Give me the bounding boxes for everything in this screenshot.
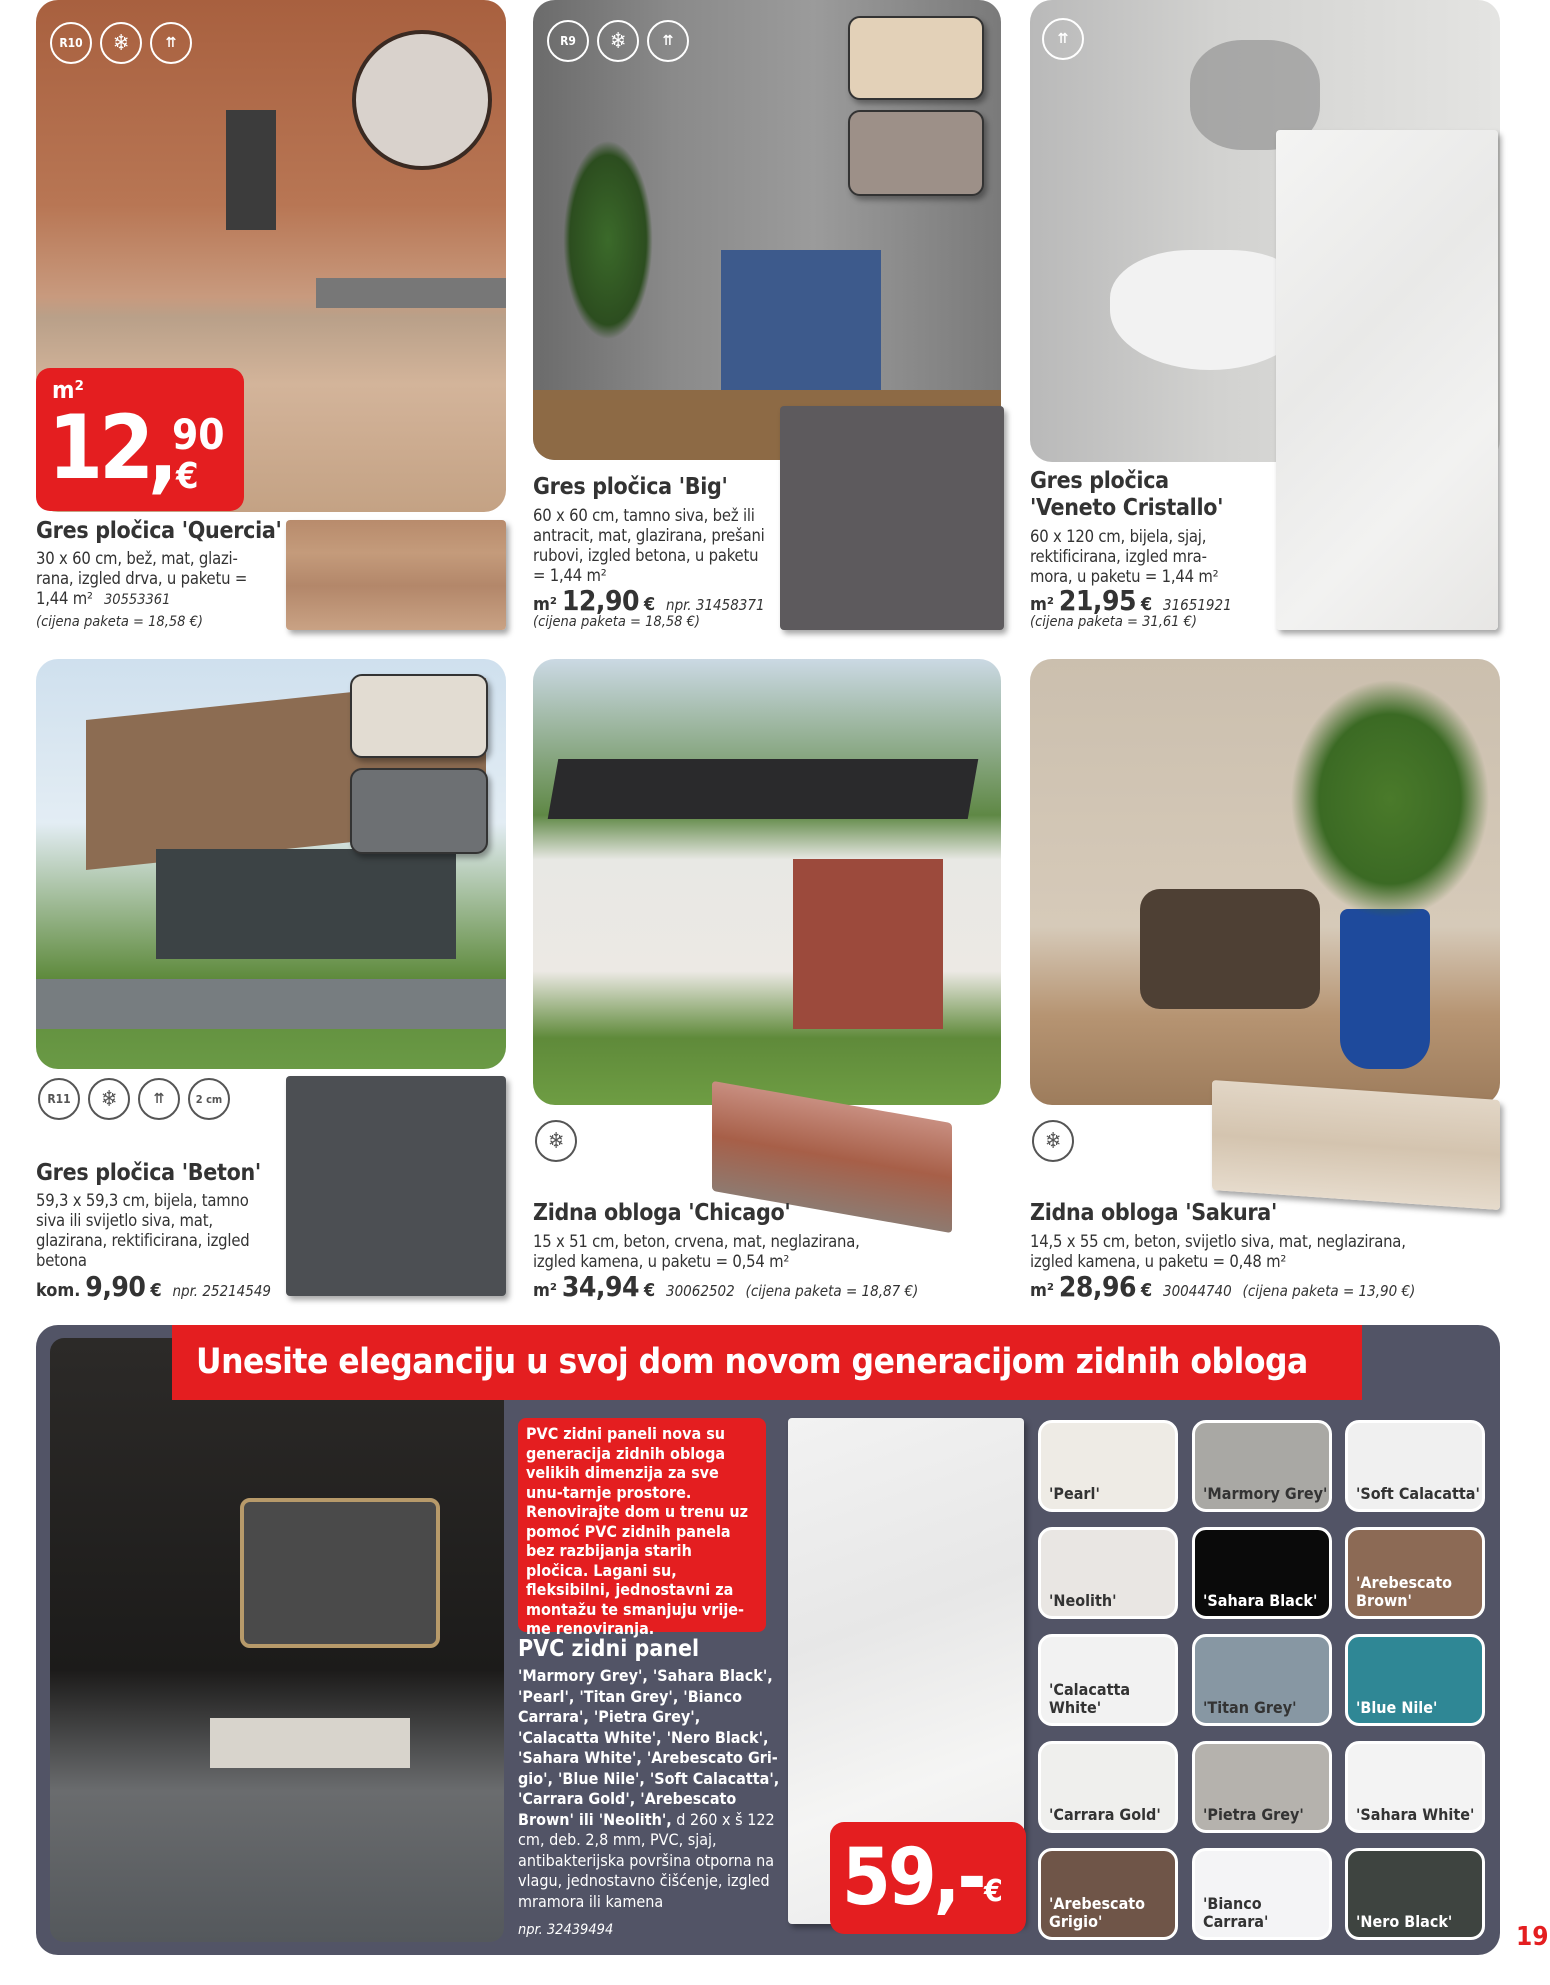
- price: 12,90: [561, 584, 640, 617]
- beton-grey-sample: [350, 768, 488, 854]
- big-icons: [547, 20, 689, 62]
- swatch-label: 'Titan Grey': [1203, 1698, 1297, 1717]
- swatch-label: 'Bianco Carrara': [1203, 1894, 1269, 1931]
- comma: ,: [148, 400, 179, 503]
- product-title: Zidna obloga 'Sakura': [1030, 1200, 1277, 1226]
- swatch-label: 'Arebescato Brown': [1356, 1573, 1453, 1610]
- swatch-label: 'Sahara White': [1356, 1805, 1475, 1824]
- swatch-option: [1038, 1527, 1178, 1619]
- quercia-price-badge: m² 12 , 90 €: [36, 368, 244, 511]
- product-description: 14,5 x 55 cm, beton, svijetlo siva, mat, neglazirana, izgled kamena, u paketu = 0,48 m²: [1030, 1232, 1406, 1271]
- article-number: npr. 32439494: [518, 1922, 614, 1938]
- price: 9,90: [85, 1270, 146, 1303]
- swatch-option: [1192, 1527, 1332, 1619]
- price: 34,94: [561, 1270, 640, 1303]
- article-number: npr. 25214549: [172, 1282, 271, 1300]
- big-dark-tile-sample: [780, 406, 1004, 630]
- pvc-title: PVC zidni panel: [518, 1636, 700, 1662]
- swatch-option: [1192, 1741, 1332, 1833]
- pvc-description: [518, 1666, 780, 1912]
- swatch-option: [1345, 1741, 1485, 1833]
- article-number: npr. 31458371: [666, 596, 765, 614]
- product-title: Gres pločica 'Big': [533, 474, 728, 500]
- pvc-variants: 'Marmory Grey', 'Sahara Black', 'Pearl', 'Titan Grey', 'Bianco Carrara', 'Pietra Grey', 'Calacatta White', 'Nero Black', 'Sahara White', 'Arebescato Gri-gio', 'Blue Nile', 'Soft Calacatta', 'Carrara Gold', 'Arebescato Brown' ili 'Neolith',: [518, 1666, 780, 1829]
- floor-heating-icon: ⇈: [138, 1078, 180, 1120]
- price-line: m² 28,96 € 30044740 (cijena paketa = 13,90 €): [1030, 1270, 1416, 1303]
- mirror: [240, 1498, 440, 1648]
- beton-light-sample: [350, 674, 488, 758]
- product-description: 59,3 x 59,3 cm, bijela, tamno siva ili svijetlo siva, mat, glazirana, rektificirana, izgled betona: [36, 1191, 250, 1270]
- package-price: (cijena paketa = 13,90 €): [1242, 1282, 1416, 1300]
- product-title: Gres pločica 'Quercia': [36, 518, 282, 544]
- product-description: 60 x 120 cm, bijela, sjaj, rektificirana, izgled mra-mora, u paketu = 1,44 m²: [1030, 527, 1219, 586]
- sakura-stone-sample: [1212, 1080, 1500, 1210]
- price-line: m² 34,94 € 30062502 (cijena paketa = 18,87 €): [533, 1270, 919, 1303]
- article-number: 30062502: [666, 1282, 735, 1300]
- snowflake-icon: ❄: [88, 1078, 130, 1120]
- article-number: 31651921: [1163, 596, 1232, 614]
- swatch-label: 'Arebescato Grigio': [1049, 1894, 1146, 1931]
- vanity: [210, 1718, 410, 1768]
- swatch-label: 'Marmory Grey': [1203, 1484, 1328, 1503]
- brick-wall: [793, 859, 943, 1029]
- product-description: 30 x 60 cm, bež, mat, glazi-rana, izgled drva, u paketu = 1,44 m²: [36, 549, 248, 608]
- chicago-photo: [533, 659, 1001, 1105]
- quercia-icons: [50, 22, 192, 64]
- plant: [563, 140, 653, 340]
- package-price: (cijena paketa = 18,58 €): [36, 614, 203, 630]
- swatch-label: 'Carrara Gold': [1049, 1805, 1161, 1824]
- swatch-option: [1192, 1848, 1332, 1940]
- roof: [548, 759, 979, 819]
- pvc-specs: d 260 x š 122 cm, deb. 2,8 mm, PVC, sjaj, antibakterijska površina otporna na vlagu, jednostavno čišćenje, izgled mramora ili kamena: [518, 1809, 775, 1911]
- pvc-price-badge: 59,- €: [830, 1822, 1026, 1934]
- pvc-intro-box: PVC zidni paneli nova su generacija zidnih obloga velikih dimenzija za sve unu-tarnje prostore. Renovirajte dom u trenu uz pomoć PVC zidnih panela bez razbijanja starih pločica. Lagani su, fleksibilni, jednostavni za montažu te smanjuju vrije-me renoviranja.: [518, 1418, 766, 1632]
- snowflake-icon: ❄: [100, 22, 142, 64]
- swatch-option: [1345, 1848, 1485, 1940]
- article-number: 30044740: [1163, 1282, 1232, 1300]
- swatch-label: 'Blue Nile': [1356, 1698, 1438, 1717]
- swatch-option: [1345, 1420, 1485, 1512]
- pvc-headline: Unesite eleganciju u svoj dom novom generacijom zidnih obloga: [172, 1325, 1362, 1400]
- swatch-option: [1038, 1741, 1178, 1833]
- veneto-marble-sample: [1276, 130, 1498, 630]
- beton-icons: [38, 1078, 230, 1120]
- anti-slip-r10-icon: R10: [50, 22, 92, 64]
- veneto-icons: [1042, 18, 1084, 60]
- blue-pot: [1340, 909, 1430, 1069]
- swatch-label: 'Sahara Black': [1203, 1591, 1318, 1610]
- article-number: 30553361: [104, 592, 171, 608]
- product-description: 15 x 51 cm, beton, crvena, mat, neglazirana, izgled kamena, u paketu = 0,54 m²: [533, 1232, 860, 1271]
- swatch-label: 'Calacatta White': [1049, 1680, 1131, 1717]
- pvc-bathroom-photo: [50, 1338, 504, 1942]
- floor-heating-icon: ⇈: [150, 22, 192, 64]
- sakura-photo: [1030, 659, 1500, 1105]
- package-price: (cijena paketa = 18,58 €): [533, 614, 700, 630]
- snowflake-icon: ❄: [535, 1120, 577, 1162]
- anti-slip-r11-icon: R11: [38, 1078, 80, 1120]
- towel: [226, 110, 276, 230]
- price-line: m² 21,95 € 31651921: [1030, 584, 1232, 617]
- swatch-option: [1345, 1527, 1485, 1619]
- swatch-option: [1038, 1634, 1178, 1726]
- price: 21,95: [1058, 584, 1137, 617]
- swatch-option: [1192, 1634, 1332, 1726]
- product-title: Gres pločica 'Veneto Cristallo': [1030, 468, 1224, 521]
- mirror: [352, 30, 492, 170]
- swatch-label: 'Neolith': [1049, 1591, 1117, 1610]
- swatch-label: 'Pietra Grey': [1203, 1805, 1304, 1824]
- price-line: kom. 9,90 € npr. 25214549: [36, 1270, 271, 1303]
- palm: [1290, 679, 1490, 919]
- beton-dark-tile-sample: [286, 1076, 506, 1296]
- floor-heating-icon: ⇈: [647, 20, 689, 62]
- patio: [36, 979, 506, 1029]
- product-title: Gres pločica 'Beton': [36, 1160, 261, 1186]
- snowflake-icon: ❄: [1032, 1120, 1074, 1162]
- price-line: m² 12,90 € npr. 31458371: [533, 584, 765, 617]
- counter: [316, 278, 506, 308]
- house-glass: [156, 849, 456, 959]
- big-grey-sample: [848, 110, 984, 196]
- swatch-label: 'Soft Calacatta': [1356, 1484, 1480, 1503]
- package-price: (cijena paketa = 31,61 €): [1030, 614, 1197, 630]
- swatch-option: [1038, 1420, 1178, 1512]
- anti-slip-r9-icon: R9: [547, 20, 589, 62]
- big-beige-sample: [848, 16, 984, 100]
- snowflake-icon: ❄: [597, 20, 639, 62]
- thickness-2cm-icon: 2 cm: [188, 1078, 230, 1120]
- swatch-label: 'Pearl': [1049, 1484, 1100, 1503]
- swatch-option: [1345, 1634, 1485, 1726]
- product-description: 60 x 60 cm, tamno siva, bež ili antracit, mat, glazirana, prešani rubovi, izgled betona, u paketu = 1,44 m²: [533, 506, 765, 585]
- package-price: (cijena paketa = 18,87 €): [745, 1282, 919, 1300]
- swatch-option: [1192, 1420, 1332, 1512]
- swatch-label: 'Nero Black': [1356, 1912, 1453, 1931]
- page-number: 19: [1516, 1922, 1549, 1952]
- quercia-tile-sample: [286, 520, 506, 630]
- floor-heating-icon: ⇈: [1042, 18, 1084, 60]
- product-title: Zidna obloga 'Chicago': [533, 1200, 791, 1226]
- swatch-option: [1038, 1848, 1178, 1940]
- price: 28,96: [1058, 1270, 1137, 1303]
